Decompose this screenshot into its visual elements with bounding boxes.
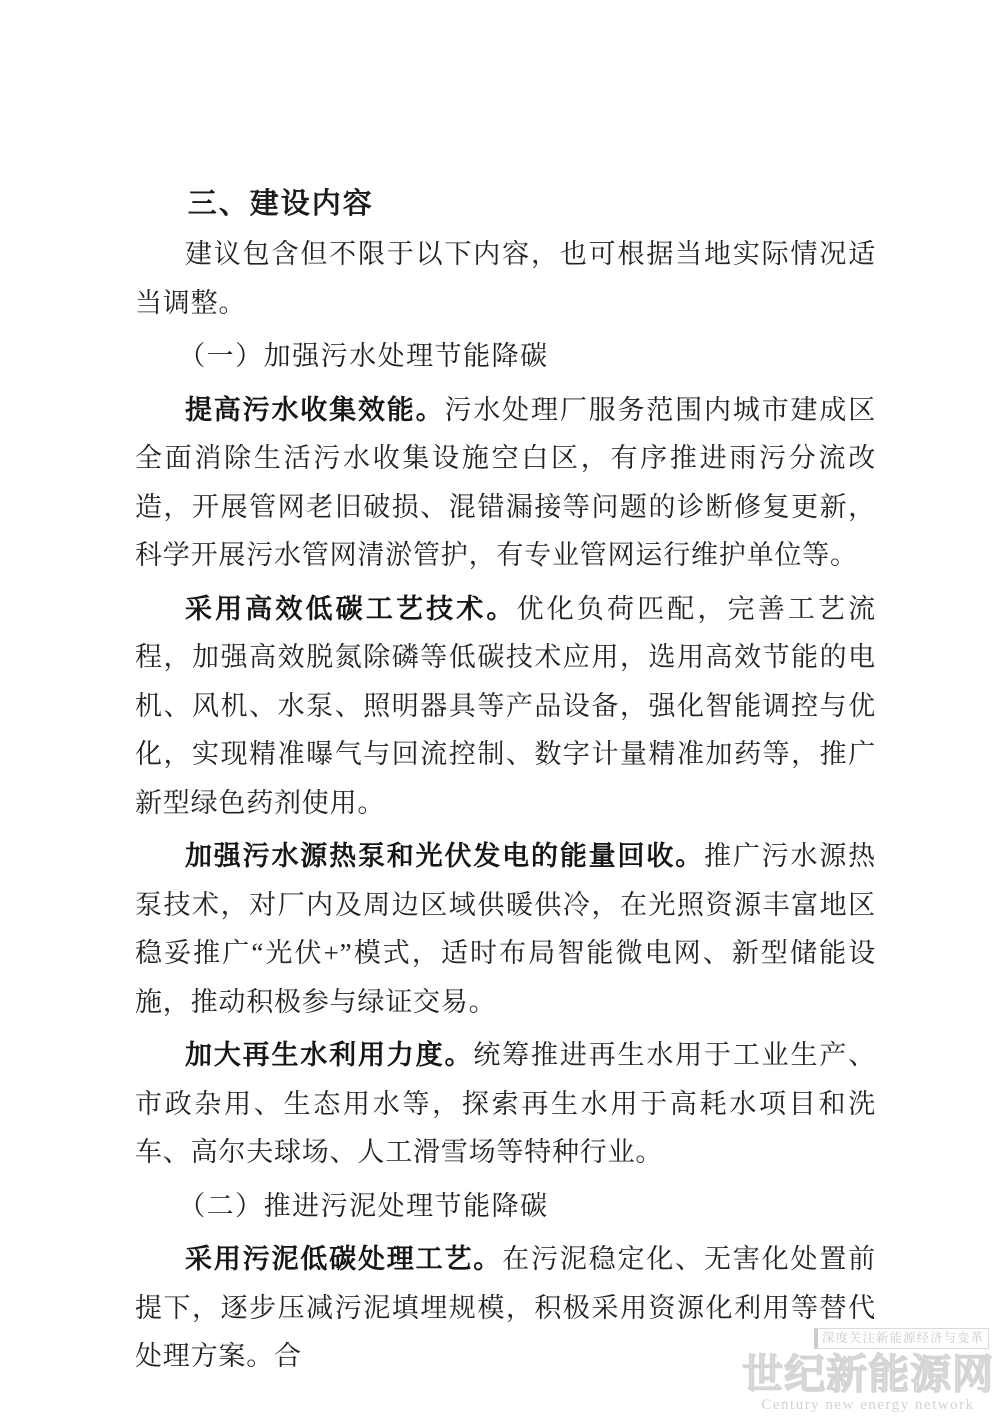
intro-paragraph: 建议包含但不限于以下内容，也可根据当地实际情况适当调整。 [135, 239, 876, 318]
watermark-english-subtitle: Century new energy network [761, 1397, 975, 1413]
paragraph-body: 统筹推进再生水用于工业生产、市政杂用、生态用水等，探索再生水用于高耗水项目和洗车、高尔夫球场、人工滑雪场等特种行业。 [135, 1040, 876, 1167]
subsection-1-heading: （一）加强污水处理节能降碳 [178, 341, 549, 371]
paragraph-reclaimed-water [135, 1031, 876, 1177]
paragraph-body: 推广污水源热泵技术，对厂内及周边区域供暖供冷，在光照资源丰富地区稳妥推广“光伏+”模式，适时布局智能微电网、新型储能设施，推动积极参与绿证交易。 [135, 841, 876, 1017]
paragraph-lead: 采用高效低碳工艺技术。 [184, 593, 517, 624]
paragraph-lead: 加大再生水利用力度。 [184, 1040, 474, 1070]
paragraph-sewage-collection [135, 386, 876, 580]
paragraph-lead: 采用污泥低碳处理工艺。 [184, 1244, 503, 1274]
paragraph-body: 在污泥稳定化、无害化处置前提下，逐步压减污泥填埋规模，积极采用资源化利用等替代处理方案。合 [135, 1244, 876, 1371]
document-content [135, 180, 876, 1386]
paragraph-energy-recovery [135, 832, 876, 1026]
paragraph-lead: 提高污水收集效能。 [184, 394, 445, 425]
paragraph-body: 优化负荷匹配，完善工艺流程，加强高效脱氮除磷等低碳技术应用，选用高效节能的电机、风机、水泵、照明器具等产品设备，强化智能调控与优化，实现精准曝气与回流控制、数字计量精准加药等，推广新型绿色药剂使用。 [135, 593, 876, 818]
watermark-tagline: 深度关注新能源经济与变革 [814, 1328, 989, 1349]
subsection-2-heading: （二）推进污泥处理节能降碳 [178, 1190, 549, 1221]
paragraph-low-carbon-process [135, 585, 876, 828]
paragraph-lead: 加强污水源热泵和光伏发电的能量回收。 [184, 841, 704, 871]
section-heading: 三、建设内容 [187, 188, 374, 220]
watermark-site-name: 世纪新能源网 [742, 1351, 994, 1397]
watermark [742, 1328, 994, 1414]
paragraph-body: 污水处理厂服务范围内城市建成区全面消除生活污水收集设施空白区，有序推进雨污分流改造，开展管网老旧破损、混错漏接等问题的诊断修复更新，科学开展污水管网清淤管护，有专业管网运行维护单位等。 [135, 394, 877, 570]
